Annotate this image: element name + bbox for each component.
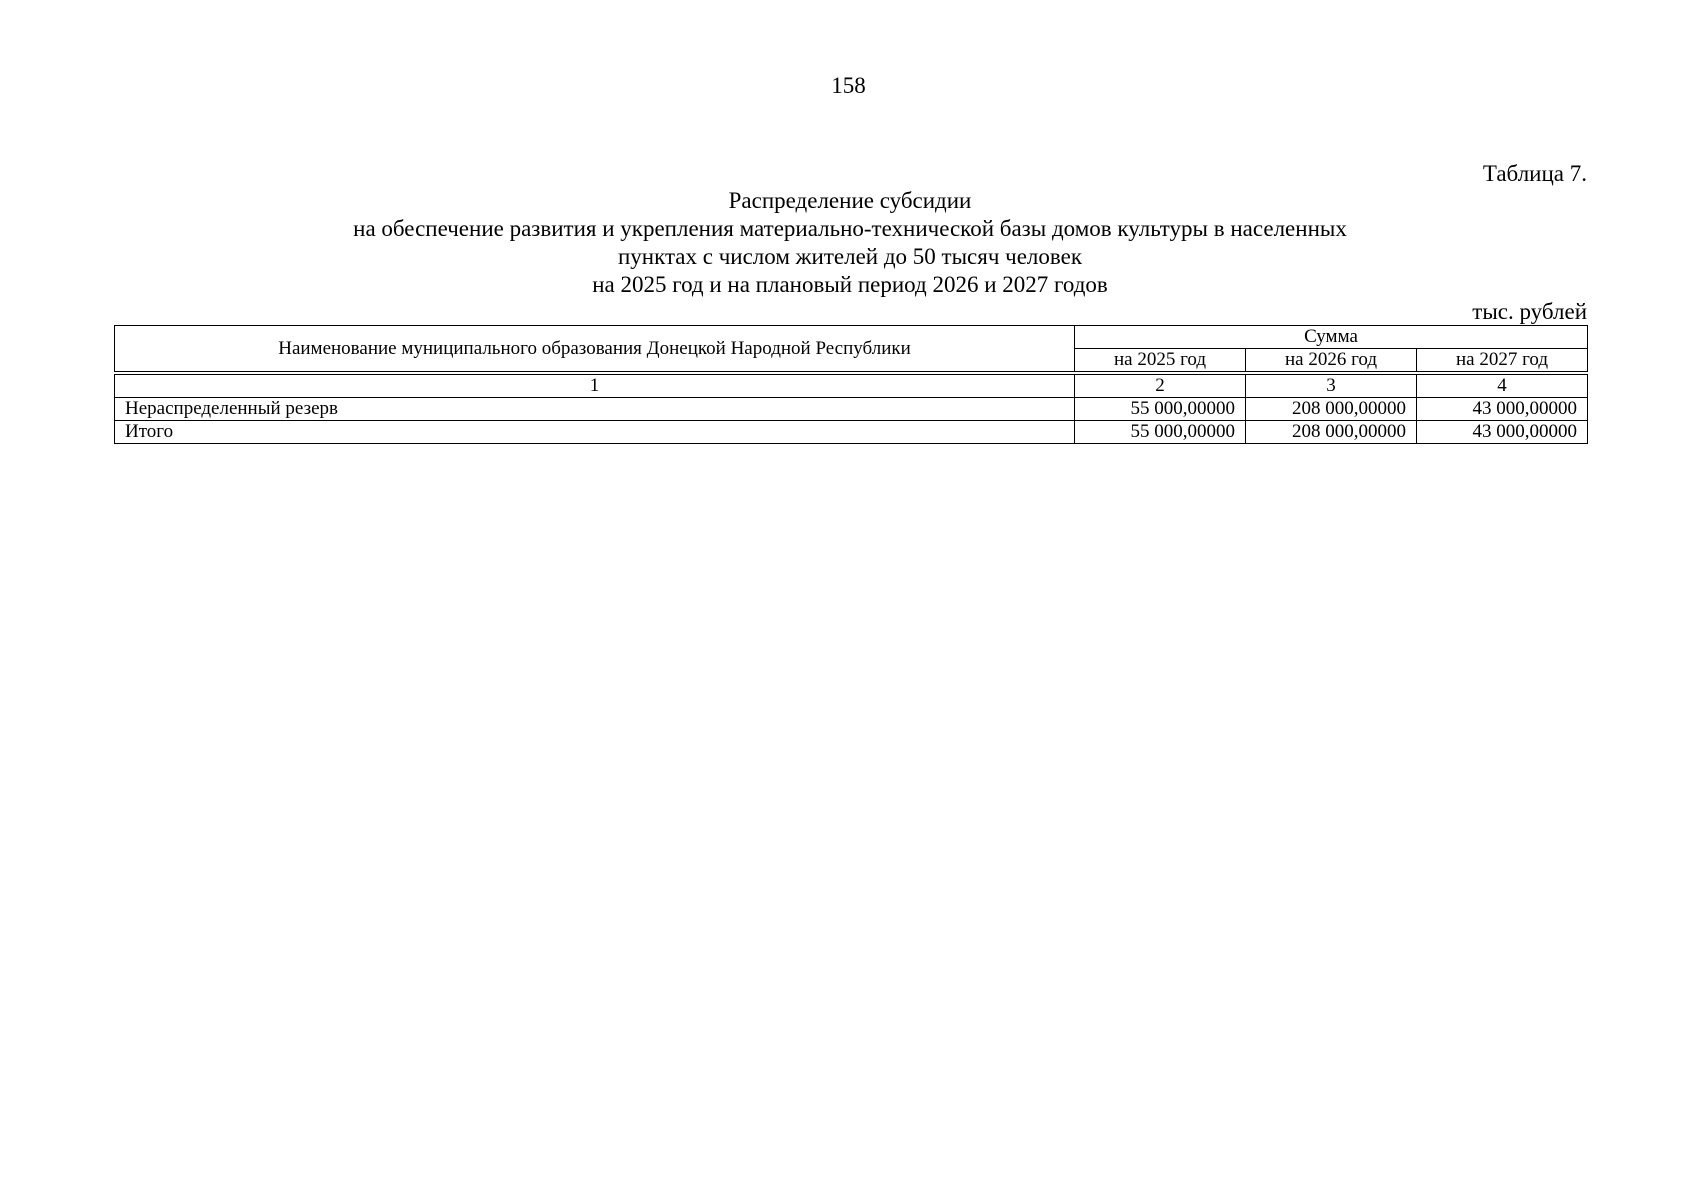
title-line: на 2025 год и на плановый период 2026 и 2027 годов bbox=[592, 272, 1108, 297]
column-number: 1 bbox=[115, 375, 1075, 398]
row-value-2026: 208 000,00000 bbox=[1246, 421, 1417, 444]
header-municipality-name: Наименование муниципального образования Донецкой Народной Республики bbox=[115, 326, 1075, 372]
column-number: 2 bbox=[1075, 375, 1246, 398]
column-number: 4 bbox=[1417, 375, 1588, 398]
table-row-total bbox=[115, 421, 1588, 444]
header-row bbox=[115, 326, 1588, 349]
title-line: на обеспечение развития и укрепления материально-технической базы домов культуры в населенных bbox=[353, 216, 1347, 241]
table-label: Таблица 7. bbox=[1482, 161, 1587, 186]
header-year-2026: на 2026 год bbox=[1246, 349, 1417, 372]
document-title bbox=[115, 187, 1585, 299]
row-value-2025: 55 000,00000 bbox=[1075, 398, 1246, 421]
subsidy-distribution-table bbox=[114, 325, 1588, 444]
row-value-2025: 55 000,00000 bbox=[1075, 421, 1246, 444]
column-number: 3 bbox=[1246, 375, 1417, 398]
row-name: Нераспределенный резерв bbox=[115, 398, 1075, 421]
row-value-2027: 43 000,00000 bbox=[1417, 421, 1588, 444]
page-number: 158 bbox=[831, 73, 866, 98]
header-year-2025: на 2025 год bbox=[1075, 349, 1246, 372]
units-label: тыс. рублей bbox=[1472, 299, 1587, 324]
header-sum: Сумма bbox=[1075, 326, 1588, 349]
title-line: Распределение субсидии bbox=[728, 188, 972, 213]
table-row bbox=[115, 398, 1588, 421]
header-year-2027: на 2027 год bbox=[1417, 349, 1588, 372]
row-name: Итого bbox=[115, 421, 1075, 444]
row-value-2027: 43 000,00000 bbox=[1417, 398, 1588, 421]
title-line: пунктах с числом жителей до 50 тысяч человек bbox=[617, 244, 1083, 269]
column-number-row bbox=[115, 375, 1588, 398]
row-value-2026: 208 000,00000 bbox=[1246, 398, 1417, 421]
